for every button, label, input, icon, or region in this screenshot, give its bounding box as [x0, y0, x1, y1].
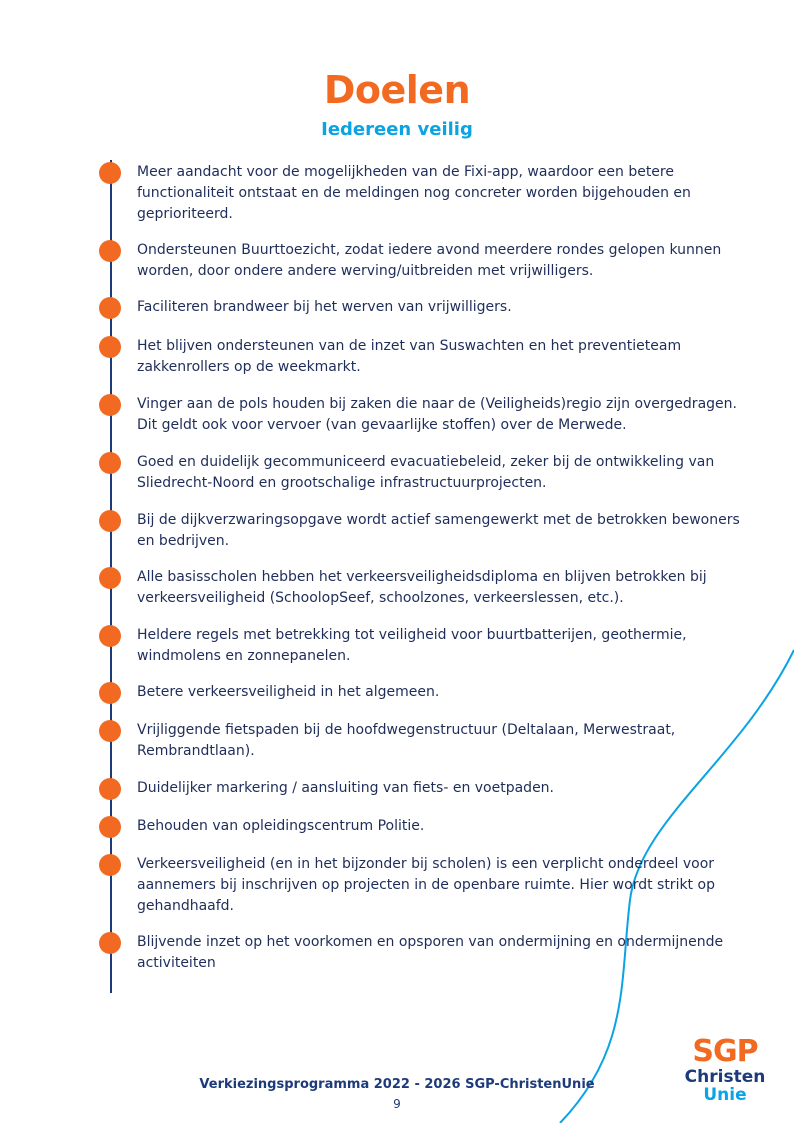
page-number: 9 [393, 1097, 401, 1111]
bullet-dot [99, 394, 121, 416]
goal-item [137, 720, 757, 762]
bullet-dot [99, 778, 121, 800]
bullet-dot [99, 162, 121, 184]
goal-text: Blijvende inzet op het voorkomen en opsporen van ondermijning en ondermijnende activiteiten [137, 934, 724, 971]
logo-christen-text: Christen [684, 1067, 766, 1087]
bullet-dot [99, 816, 121, 838]
goal-text: Heldere regels met betrekking tot veiligheid voor buurtbatterijen, geothermie, windmolens en zonnepanelen. [137, 627, 687, 664]
goal-text: Vrijliggende fietspaden bij de hoofdwegenstructuur (Deltalaan, Merwestraat, Rembrandtlaan). [137, 722, 676, 759]
goal-item [137, 854, 757, 917]
goal-item [137, 162, 757, 225]
footer-program-title: Verkiezingsprogramma 2022 - 2026 SGP-ChristenUnie [199, 1077, 595, 1092]
bullet-dot [99, 336, 121, 358]
goal-text: Behouden van opleidingscentrum Politie. [137, 818, 425, 834]
goal-item [137, 625, 757, 667]
goal-text: Faciliteren brandweer bij het werven van vrijwilligers. [137, 299, 512, 315]
goal-text: Duidelijker markering / aansluiting van fiets- en voetpaden. [137, 780, 555, 796]
page-title: Doelen [323, 68, 471, 112]
goal-item [137, 510, 757, 552]
bullet-dot [99, 452, 121, 474]
goal-text: Ondersteunen Buurttoezicht, zodat iedere avond meerdere rondes gelopen kunnen worden, door ondere andere werving/uitbreiden met vrijwilligers. [137, 242, 722, 279]
goal-text: Bij de dijkverzwaringsopgave wordt actief samengewerkt met de betrokken bewoners en bedrijven. [137, 512, 740, 549]
bullet-dot [99, 510, 121, 532]
goal-item [137, 567, 757, 609]
bullet-dot [99, 932, 121, 954]
goal-item [137, 932, 757, 974]
logo-sgp-text: SGP [692, 1034, 758, 1069]
bullet-dot [99, 625, 121, 647]
bullet-dot [99, 720, 121, 742]
goal-text: Meer aandacht voor de mogelijkheden van de Fixi-app, waardoor een betere functionaliteit ontstaat en de meldingen nog concreter worden bijgehouden en geprioriteerd. [137, 164, 691, 222]
page-subtitle: Iedereen veilig [321, 119, 473, 140]
bullet-dot [99, 854, 121, 876]
bullet-dot [99, 297, 121, 319]
goal-item [137, 336, 757, 378]
goal-text: Vinger aan de pols houden bij zaken die naar de (Veiligheids)regio zijn overgedragen. Dit geldt ook voor vervoer (van gevaarlijke stoffen) over de Merwede. [137, 396, 737, 433]
goal-item [137, 682, 757, 703]
goal-item [137, 240, 757, 282]
bullet-dot [99, 240, 121, 262]
goal-text: Goed en duidelijk gecommuniceerd evacuatiebeleid, zeker bij de ontwikkeling van Sliedrecht-Noord en grootschalige infrastructuurprojecten. [137, 454, 715, 491]
goal-text: Verkeersveiligheid (en in het bijzonder bij scholen) is een verplicht onderdeel voor aannemers bij inschrijven op projecten in de openbare ruimte. Hier wordt strikt op gehandhaafd. [137, 856, 715, 914]
logo-unie-text: Unie [703, 1085, 747, 1105]
goal-text: Alle basisscholen hebben het verkeersveiligheidsdiploma en blijven betrokken bij verkeersveiligheid (SchoolopSeef, schoolzones, verkeerslessen, etc.). [137, 569, 707, 606]
goal-item [137, 452, 757, 494]
goal-item [137, 394, 757, 436]
bullet-dot [99, 567, 121, 589]
goal-item [137, 816, 757, 837]
goal-text: Betere verkeersveiligheid in het algemeen. [137, 684, 440, 700]
bullet-dot [99, 682, 121, 704]
goal-item [137, 778, 757, 799]
goal-item [137, 297, 757, 318]
goal-text: Het blijven ondersteunen van de inzet van Suswachten en het preventieteam zakkenrollers op de weekmarkt. [137, 338, 682, 375]
sgp-christenunie-logo [680, 1036, 770, 1104]
